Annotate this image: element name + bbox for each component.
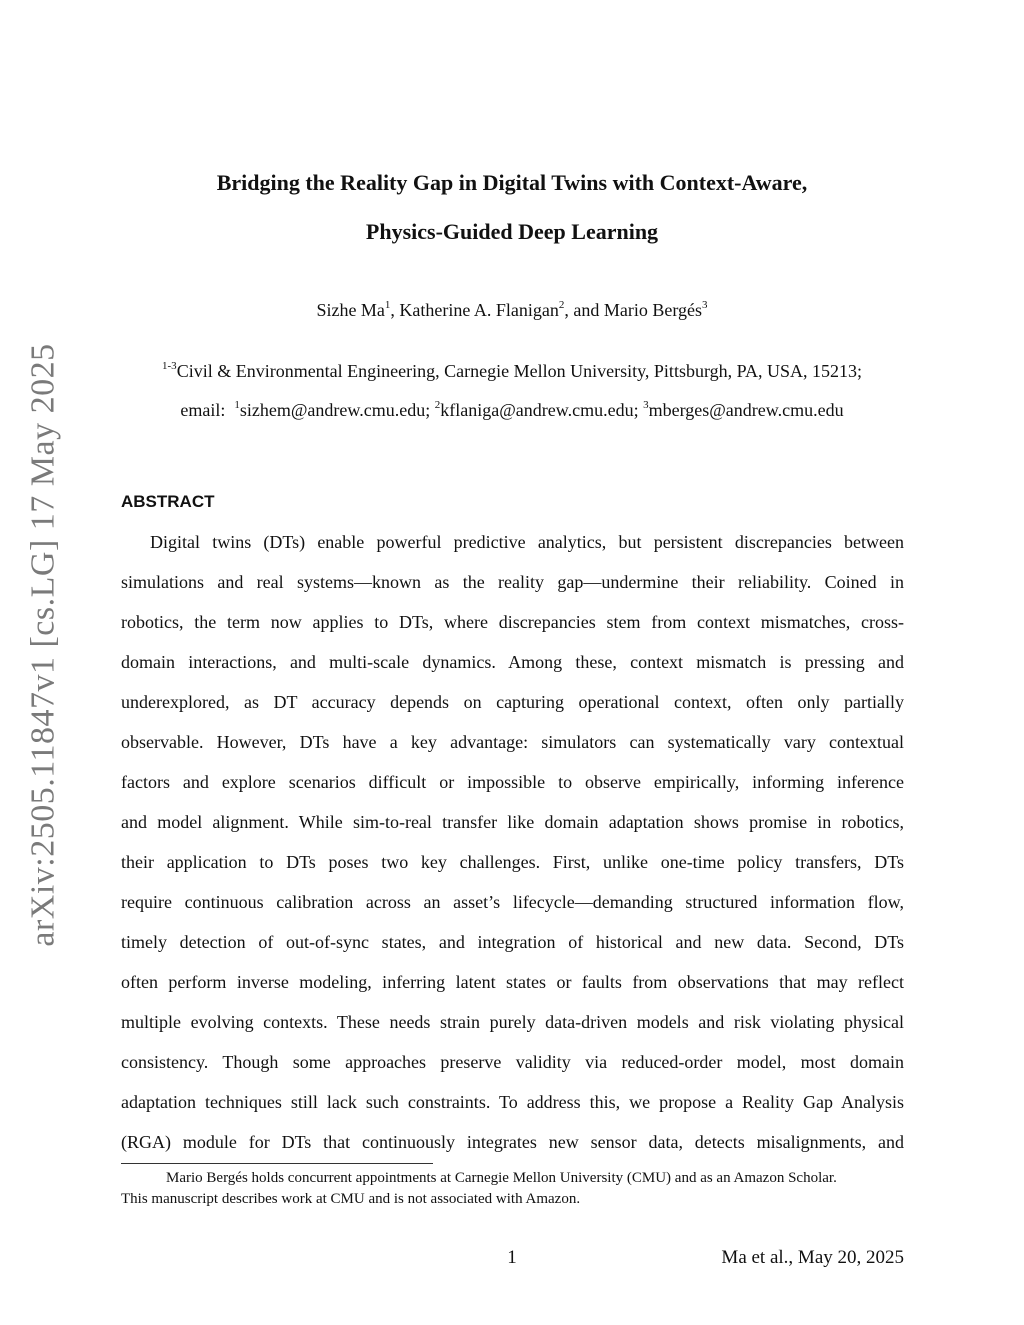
footnote (121, 1168, 904, 1210)
abstract-line: require continuous calibration across an asset’s lifecycle—demanding structured information flow, (121, 892, 904, 912)
email-mark: 2 (434, 399, 441, 411)
arxiv-identifier-text: arXiv:2505.11847v1 [cs.LG] 17 May 2025 (25, 343, 62, 947)
abstract-line: their application to DTs poses two key challenges. First, unlike one-time policy transfers, DTs (121, 852, 904, 872)
footnote-divider (121, 1163, 433, 1164)
author-name: Katherine A. Flanigan (399, 300, 559, 320)
email-label: email: (180, 400, 226, 420)
abstract-line: timely detection of out-of-sync states, and integration of historical and new data. Second, DTs (121, 932, 904, 952)
email-address: kflaniga@andrew.cmu.edu; (440, 400, 639, 420)
abstract-line: consistency. Though some approaches preserve validity via reduced-order model, most domain (121, 1052, 904, 1072)
abstract-body (121, 527, 904, 1167)
abstract-line: domain interactions, and multi-scale dynamics. Among these, context mismatch is pressing and (121, 652, 904, 672)
author-name: Sizhe Ma (316, 300, 385, 320)
abstract-line: simulations and real systems—known as the reality gap—undermine their reliability. Coined in (121, 572, 904, 592)
author-affiliation-mark: 1 (384, 299, 391, 311)
abstract-line: robotics, the term now applies to DTs, where discrepancies stem from context mismatches, cross- (121, 612, 904, 632)
email-address: mberges@andrew.cmu.edu (648, 400, 844, 420)
abstract-line: often perform inverse modeling, inferring latent states or faults from observations that may reflect (121, 972, 904, 992)
author-separator: , and (564, 300, 604, 320)
arxiv-identifier-stamp (22, 345, 66, 945)
page-number: 1 (507, 1247, 517, 1268)
abstract-line: (RGA) module for DTs that continuously integrates new sensor data, detects misalignments, and (121, 1132, 904, 1152)
email-mark: 1 (234, 399, 240, 411)
author-affiliation-mark: 3 (702, 299, 708, 311)
abstract-line: factors and explore scenarios difficult or impossible to observe empirically, informing inference (121, 772, 904, 792)
email-address: sizhem@andrew.cmu.edu; (239, 400, 431, 420)
author-affiliation-mark: 2 (558, 299, 565, 311)
abstract-line: Digital twins (DTs) enable powerful predictive analytics, but persistent discrepancies between (150, 532, 904, 552)
paper-title-line-1: Bridging the Reality Gap in Digital Twins with Context-Aware, (216, 170, 808, 195)
running-footer: Ma et al., May 20, 2025 (721, 1247, 904, 1268)
affiliation-text: Civil & Environmental Engineering, Carnegie Mellon University, Pittsburgh, PA, USA, 15213; (176, 361, 862, 381)
abstract-line: adaptation techniques still lack such constraints. To address this, we propose a Reality Gap Analysis (121, 1092, 904, 1112)
abstract-line: observable. However, DTs have a key advantage: simulators can systematically vary contextual (121, 732, 904, 752)
abstract-line: multiple evolving contexts. These needs strain purely data-driven models and risk violating physical (121, 1012, 904, 1032)
affiliation-mark: 1-3 (162, 360, 177, 372)
abstract-line: and model alignment. While sim-to-real transfer like domain adaptation shows promise in robotics, (121, 812, 904, 832)
author-list (120, 300, 904, 321)
paper-title-line-2: Physics-Guided Deep Learning (365, 219, 659, 244)
author-name: Mario Bergés (603, 300, 703, 320)
affiliation (120, 361, 904, 382)
abstract-line: underexplored, as DT accuracy depends on capturing operational context, often only partially (121, 692, 904, 712)
footnote-line: Mario Bergés holds concurrent appointments at Carnegie Mellon University (CMU) and as an Amazon Scholar. (166, 1170, 837, 1186)
footnote-line: This manuscript describes work at CMU and is not associated with Amazon. (121, 1191, 581, 1207)
author-separator: , (390, 300, 400, 320)
email-mark: 3 (643, 399, 649, 411)
abstract-heading: ABSTRACT (121, 492, 215, 511)
email-line (120, 400, 904, 421)
